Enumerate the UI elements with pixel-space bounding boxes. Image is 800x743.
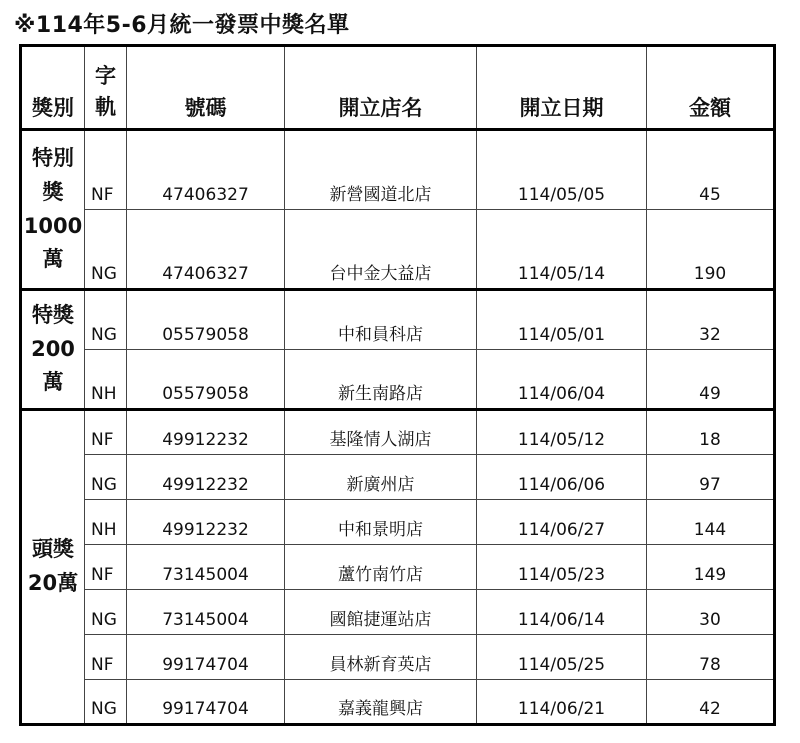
- category-first-line2: 20萬: [27, 571, 79, 595]
- cell-shop: 員林新育英店: [285, 635, 477, 680]
- category-first-line1: 頭獎: [32, 537, 74, 562]
- table-row: [21, 290, 775, 350]
- cell-track: NF: [85, 410, 127, 455]
- header-amount: 金額: [647, 46, 775, 130]
- cell-number: 49912232: [127, 500, 285, 545]
- category-grand: [21, 290, 85, 410]
- cell-track: NG: [85, 455, 127, 500]
- cell-amount: 42: [647, 680, 775, 725]
- page-title: ※114年5-6月統一發票中獎名單: [14, 13, 350, 38]
- cell-date: 114/06/21: [477, 680, 647, 725]
- cell-track: NH: [85, 350, 127, 410]
- cell-number: 73145004: [127, 545, 285, 590]
- category-special-line2: 獎: [42, 179, 64, 204]
- cell-date: 114/06/27: [477, 500, 647, 545]
- cell-track: NG: [85, 590, 127, 635]
- cell-track: NG: [85, 290, 127, 350]
- cell-amount: 18: [647, 410, 775, 455]
- cell-date: 114/05/25: [477, 635, 647, 680]
- cell-shop: 台中金大益店: [285, 210, 477, 290]
- cell-date: 114/05/23: [477, 545, 647, 590]
- table-row: [21, 635, 775, 680]
- cell-amount: 97: [647, 455, 775, 500]
- cell-number: 05579058: [127, 290, 285, 350]
- cell-date: 114/05/14: [477, 210, 647, 290]
- cell-date: 114/06/14: [477, 590, 647, 635]
- table-row: [21, 130, 775, 210]
- cell-number: 05579058: [127, 350, 285, 410]
- cell-amount: 45: [647, 130, 775, 210]
- category-grand-line1: 特獎: [32, 303, 74, 328]
- cell-date: 114/05/01: [477, 290, 647, 350]
- header-date: 開立日期: [477, 46, 647, 130]
- cell-number: 99174704: [127, 680, 285, 725]
- cell-track: NF: [85, 635, 127, 680]
- winners-table: [19, 44, 776, 726]
- cell-date: 114/06/06: [477, 455, 647, 500]
- category-special-line1: 特別: [32, 146, 74, 171]
- cell-track: NF: [85, 130, 127, 210]
- header-category: 獎別: [21, 46, 85, 130]
- category-special-line3: 1000: [23, 213, 83, 238]
- cell-amount: 49: [647, 350, 775, 410]
- category-special-line4: 萬: [42, 247, 64, 272]
- cell-track: NF: [85, 545, 127, 590]
- header-track-line2: 軌: [95, 94, 116, 119]
- header-row: [21, 46, 775, 130]
- cell-number: 49912232: [127, 410, 285, 455]
- category-grand-line2: 200: [31, 336, 75, 361]
- table-row: [21, 455, 775, 500]
- table-row: [21, 410, 775, 455]
- cell-track: NG: [85, 680, 127, 725]
- table-row: [21, 590, 775, 635]
- cell-number: 47406327: [127, 210, 285, 290]
- header-track: [85, 46, 127, 130]
- cell-shop: 中和景明店: [285, 500, 477, 545]
- cell-shop: 新廣州店: [285, 455, 477, 500]
- table-row: [21, 210, 775, 290]
- header-track-line1: 字: [95, 64, 116, 89]
- cell-shop: 嘉義龍興店: [285, 680, 477, 725]
- cell-shop: 國館捷運站店: [285, 590, 477, 635]
- category-grand-line3: 萬: [42, 370, 64, 395]
- cell-amount: 190: [647, 210, 775, 290]
- cell-date: 114/06/04: [477, 350, 647, 410]
- cell-track: NG: [85, 210, 127, 290]
- cell-number: 47406327: [127, 130, 285, 210]
- cell-number: 49912232: [127, 455, 285, 500]
- cell-amount: 32: [647, 290, 775, 350]
- header-number: 號碼: [127, 46, 285, 130]
- category-special: [21, 130, 85, 290]
- cell-shop: 蘆竹南竹店: [285, 545, 477, 590]
- cell-amount: 144: [647, 500, 775, 545]
- cell-shop: 基隆情人湖店: [285, 410, 477, 455]
- category-first: [21, 410, 85, 725]
- cell-shop: 新生南路店: [285, 350, 477, 410]
- cell-shop: 新營國道北店: [285, 130, 477, 210]
- cell-date: 114/05/05: [477, 130, 647, 210]
- cell-shop: 中和員科店: [285, 290, 477, 350]
- table-row: [21, 500, 775, 545]
- cell-amount: 30: [647, 590, 775, 635]
- cell-date: 114/05/12: [477, 410, 647, 455]
- cell-number: 73145004: [127, 590, 285, 635]
- table-row: [21, 680, 775, 725]
- cell-amount: 78: [647, 635, 775, 680]
- header-shop: 開立店名: [285, 46, 477, 130]
- table-row: [21, 545, 775, 590]
- cell-track: NH: [85, 500, 127, 545]
- table-row: [21, 350, 775, 410]
- cell-number: 99174704: [127, 635, 285, 680]
- cell-amount: 149: [647, 545, 775, 590]
